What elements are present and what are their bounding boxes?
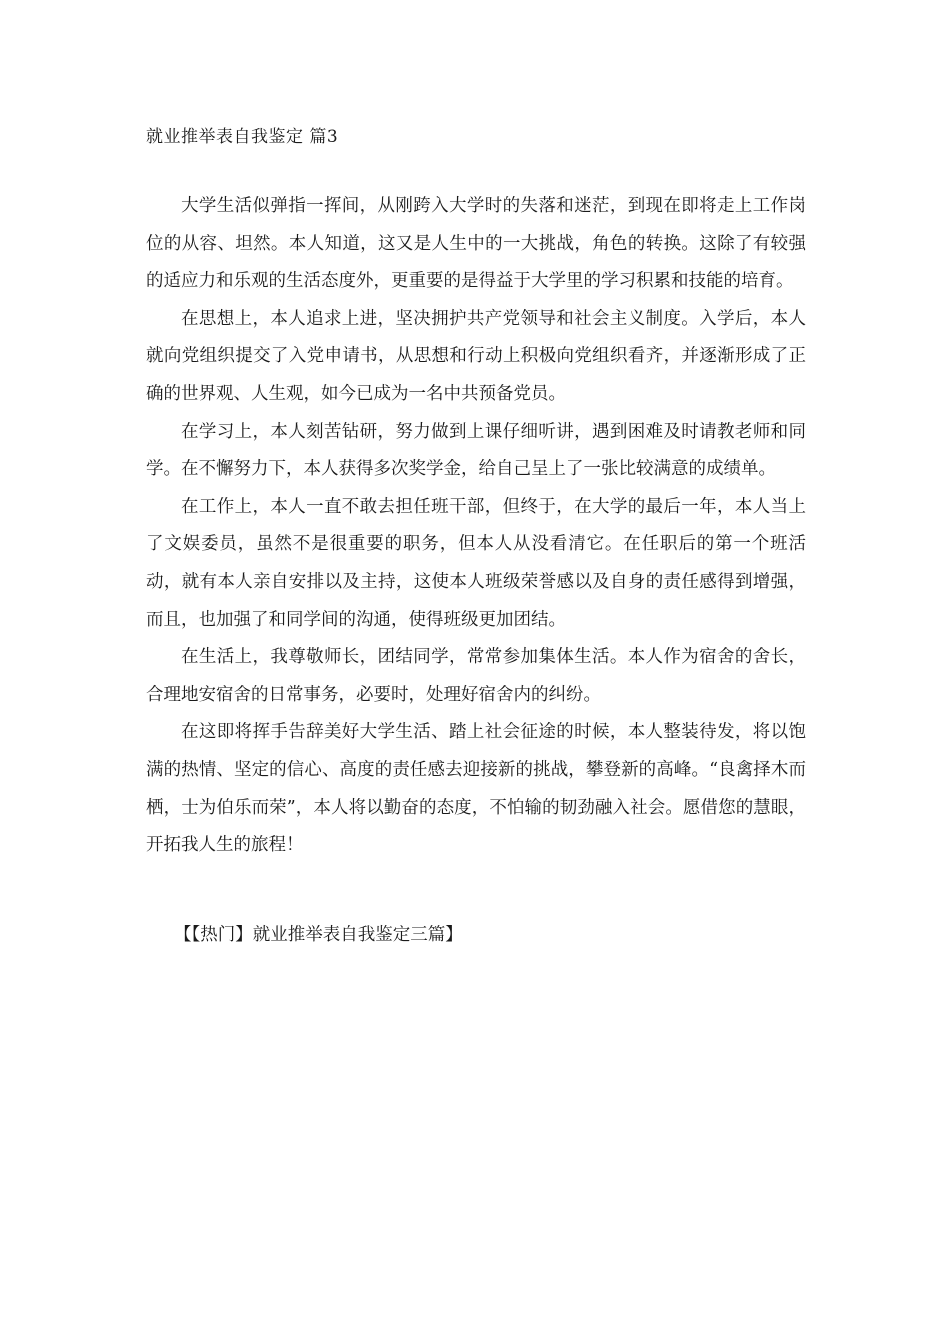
related-article-link[interactable]: 【【热门】就业推举表自我鉴定三篇】: [174, 925, 463, 945]
paragraph-ideology: 在思想上，本人追求上进，坚决拥护共产党领导和社会主义制度。入学后，本人就向党组织提交了入党申请书，从思想和行动上积极向党组织看齐，并逐渐形成了正确的世界观、人生观，如今已成为一名中共预备党员。: [146, 308, 806, 404]
paragraph-conclusion: 在这即将挥手告辞美好大学生活、踏上社会征途的时候，本人整装待发，将以饱满的热情、坚定的信心、高度的责任感去迎接新的挑战，攀登新的高峰。“良禽择木而栖，士为伯乐而荣”，本人将以勤奋的态度，不怕输的韧劲融入社会。愿借您的慧眼，开拓我人生的旅程！: [146, 722, 806, 856]
document-title: 就业推举表自我鉴定 篇3: [146, 127, 339, 147]
paragraph-intro: 大学生活似弹指一挥间，从刚跨入大学时的失落和迷茫，到现在即将走上工作岗位的从容、坦然。本人知道，这又是人生中的一大挑战，角色的转换。这除了有较强的适应力和乐观的生活态度外，更重要的是得益于大学里的学习积累和技能的培育。: [146, 196, 806, 292]
paragraph-study: 在学习上，本人刻苦钻研，努力做到上课仔细听讲，遇到困难及时请教老师和同学。在不懈努力下，本人获得多次奖学金，给自己呈上了一张比较满意的成绩单。: [146, 421, 806, 480]
document-body: [146, 188, 806, 865]
paragraph-work: 在工作上，本人一直不敢去担任班干部，但终于，在大学的最后一年，本人当上了文娱委员，虽然不是很重要的职务，但本人从没看清它。在任职后的第一个班活动，就有本人亲自安排以及主持，这使本人班级荣誉感以及自身的责任感得到增强，而且，也加强了和同学间的沟通，使得班级更加团结。: [146, 496, 806, 630]
paragraph-life: 在生活上，我尊敬师长，团结同学，常常参加集体生活。本人作为宿舍的舍长，合理地安宿舍的日常事务，必要时，处理好宿舍内的纠纷。: [146, 647, 806, 705]
